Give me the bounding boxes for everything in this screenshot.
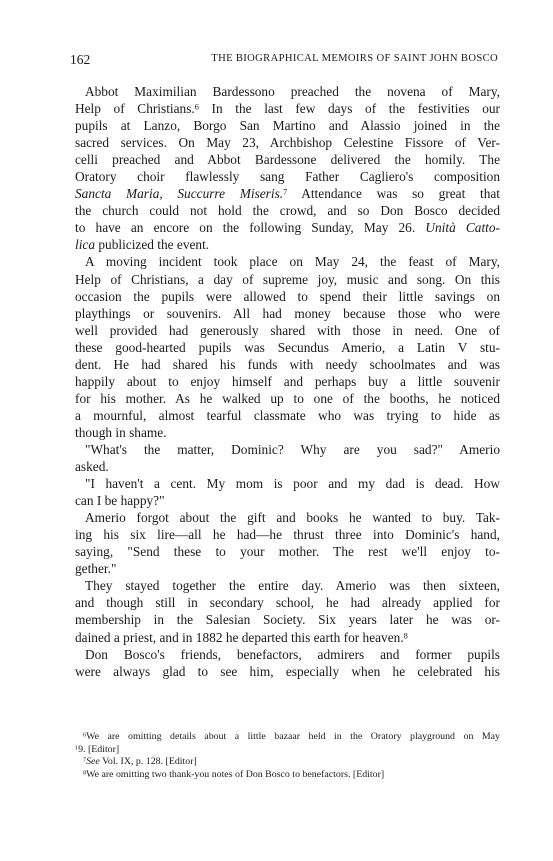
text-line: for his mother. As he walked up to one of the booths, he noticed bbox=[75, 390, 500, 406]
text-line: "What's the matter, Dominic? Why are you sad?" Amerio bbox=[85, 441, 500, 457]
text-line: A moving incident took place on May 24, the feast of Mary, bbox=[85, 254, 500, 270]
text-line: were always glad to see him, especially when he celebrated his bbox=[75, 663, 500, 679]
text-line: the church could not hold the crowd, and so Don Bosco decided bbox=[75, 203, 500, 219]
text-line: "I haven't a cent. My mom is poor and my dad is dead. How bbox=[85, 476, 500, 492]
running-title: THE BIOGRAPHICAL MEMOIRS OF SAINT JOHN BOSCO bbox=[211, 53, 498, 64]
text-line: sacred services. On May 23, Archbishop Celestine Fissore of Ver- bbox=[75, 135, 500, 151]
footnote-line: $^8$We are omitting two thank-you notes of Don Bosco to benefactors. [Editor] bbox=[83, 768, 385, 780]
text-line: these good-hearted pupils was Secundus Amerio, a Latin V stu- bbox=[75, 339, 500, 355]
text-line: saying, "Send these to your mother. The rest we'll enjoy to- bbox=[75, 544, 500, 560]
text-line: can I be happy?" bbox=[75, 493, 165, 509]
text-line: celli preached and Abbot Bardessone delivered the homily. The bbox=[75, 152, 500, 168]
text-line: Help of Christians.$^6$ In the last few days of the festivities our bbox=[75, 101, 500, 117]
text-line: Don Bosco's friends, benefactors, admirers and former pupils bbox=[85, 646, 500, 662]
text-line: Help of Christians, a day of supreme joy, music and song. On this bbox=[75, 271, 500, 287]
text-line: Amerio forgot about the gift and books he wanted to buy. Tak- bbox=[85, 510, 500, 526]
text-line: happily about to enjoy himself and perhaps buy a little souvenir bbox=[75, 373, 500, 389]
text-line: gether." bbox=[75, 561, 117, 577]
text-line: dained a priest, and in 1882 he departed this earth for heaven.$^8$ bbox=[75, 629, 408, 645]
footnotes bbox=[75, 731, 500, 781]
text-line: well provided had generously shared with those in need. One of bbox=[75, 322, 500, 338]
text-line: and though still in secondary school, he had already applied for bbox=[75, 595, 500, 611]
page-header bbox=[70, 52, 498, 72]
text-line: occasion the pupils were allowed to spend their little savings on bbox=[75, 288, 500, 304]
text-line: Sancta Maria, Succurre Miseris.$^7$ Attendance was so great that bbox=[75, 186, 501, 202]
footnote-line: $^1$9. [Editor] bbox=[75, 743, 120, 755]
text-line: a mournful, almost tearful classmate who was trying to hide as bbox=[75, 407, 500, 423]
text-line: Abbot Maximilian Bardessono preached the novena of Mary, bbox=[85, 84, 500, 99]
text-line: Oratory choir flawlessly sang Father Cagliero's composition bbox=[75, 169, 500, 185]
text-line: pupils at Lanzo, Borgo San Martino and Alassio joined in the bbox=[75, 118, 500, 134]
text-line: ing his six lire—all he had—he thrust three into Dominic's hand, bbox=[75, 527, 500, 543]
text-line: asked. bbox=[75, 459, 109, 475]
text-line: to have an encore on the following Sunday, May 26. Unità Catto- bbox=[75, 220, 500, 236]
text-line: though in shame. bbox=[75, 424, 167, 440]
text-line: dent. He had shared his funds with needy schoolmates and was bbox=[75, 356, 500, 372]
text-line: lica publicized the event. bbox=[75, 237, 210, 253]
body-text bbox=[75, 83, 500, 680]
footnote-line: $^7$See Vol. IX, p. 128. [Editor] bbox=[83, 756, 197, 768]
text-line: playthings or souvenirs. All had money because those who were bbox=[75, 305, 500, 321]
page-number: 162 bbox=[70, 52, 91, 67]
text-line: membership in the Salesian Society. Six years later he was or- bbox=[75, 612, 500, 628]
footnote-line: $^6$We are omitting details about a little bazaar held in the Oratory playground on May bbox=[83, 731, 500, 742]
text-line: They stayed together the entire day. Amerio was then sixteen, bbox=[85, 578, 500, 594]
